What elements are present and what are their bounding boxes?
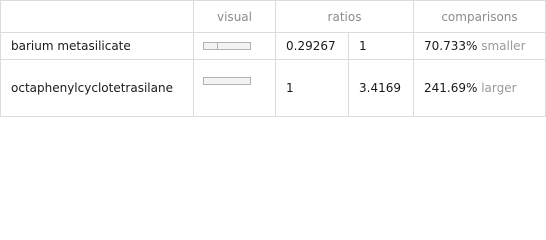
row1-ratio-2: 1 [359, 39, 367, 53]
comparison-table [0, 0, 546, 117]
header-ratios: ratios [327, 9, 362, 24]
row2-name: octaphenylcyclotetrasilane [11, 80, 173, 95]
row1-visual-bar-fill [204, 43, 218, 49]
row1-visual-bar [203, 42, 251, 50]
row2-visual-bar [203, 77, 251, 85]
row1-name: barium metasilicate [11, 39, 131, 53]
row1-comparison-word: smaller [481, 39, 526, 53]
row2-ratio-2: 3.4169 [359, 81, 401, 95]
row1-comparison [414, 33, 545, 59]
row1-comparison-value: 70.733% [424, 39, 478, 53]
row1-ratio-1: 0.29267 [286, 39, 336, 53]
header-visual: visual [217, 9, 252, 24]
row2-comparison [414, 60, 545, 116]
row2-ratio-1: 1 [286, 81, 294, 95]
row2-visual-bar-fill [204, 78, 250, 84]
rule-bottom [0, 116, 546, 117]
header-comparisons: comparisons [441, 9, 518, 24]
row2-comparison-value: 241.69% [424, 81, 478, 95]
row2-comparison-word: larger [481, 81, 517, 95]
